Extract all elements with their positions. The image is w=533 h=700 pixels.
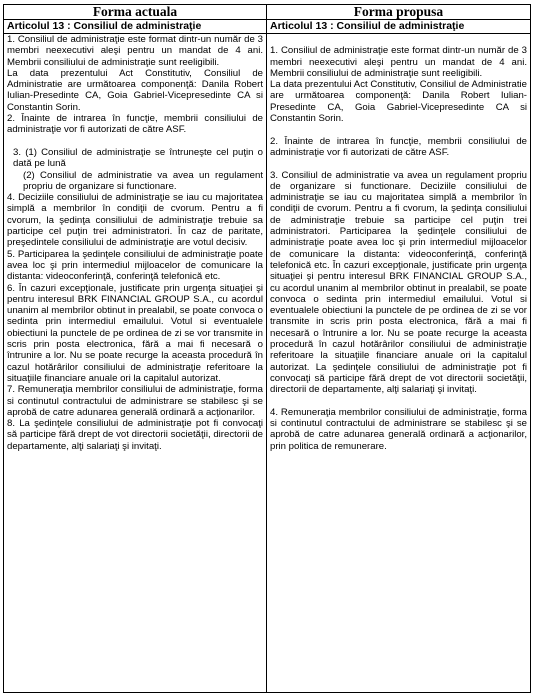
left-paragraph-1-composition: La data prezentului Act Constitutiv, Consiliul de Administratie are următoarea componenţă: Danila Robert Iulian-Presedinte CA, Goia Gabriel-Vicepresedinte CA si Constantin Sorin. <box>7 67 263 113</box>
left-paragraph-2: 2. Înainte de intrarea în funcţie, membrii consiliului de administraţie vor fi autorizati de către ASF. <box>7 113 263 136</box>
right-paragraph-1: 1. Consiliul de administraţie este format dintr-un număr de 3 membri neexecutivi aleşi pentru un mandat de 4 ani. Membrii consiliului de administraţie sunt reeligibili. <box>270 45 527 79</box>
comparison-table <box>3 4 531 693</box>
left-column-header: Forma actuala <box>4 5 267 20</box>
right-paragraph-1-composition: La data prezentului Act Constitutiv, Consiliul de Administratie are următoarea componenţă: Danila Robert Iulian-Presedinte CA, Goia Gabriel-Vicepresedinte CA si Constantin Sorin. <box>270 79 527 125</box>
right-paragraph-3: 3. Consiliul de administratie va avea un regulament propriu de organizare si functionare. Deciziile consiliului de administraţie se iau cu majoritatea simplă a membrilor în condiţii de cvorum. Pentru a fi cvorum, la şedinţa consiliului de administraţie trebuie sa participe cel puţin trei administratori. Participarea la şedinţele consiliului de administraţie poate avea loc şi prin intermediul mijloacelor de comunicare la distanta: videoconferinţă, conferinţă telefonică etc. În cazuri excepţionale, justificate prin urgenţa situaţiei şi pentru interesul BRK FINANCIAL GROUP S.A., cu acordul unanim al membrilor obtinut in prealabil, se poate convoca o sedinta prin intermediul emailului. Votul si eventualele obiectiuni la punctele de pe ordinea de zi se vor transmite in scris prin posta electronica, fără a mai fi necesară o întrunire a lor. Nu se poate recurge la aceasta procedură în cazul hotărârilor consiliului de administraţie referitoare la situaţiile financiare anuale ori la capitalul autorizat. La şedinţele consiliului de administraţie pot fi convocaţi să participe fără drept de vot directorii societăţii, directorii de departamente, alţi salariaţi şi invitaţi. <box>270 169 527 396</box>
left-paragraph-7: 7. Remuneraţia membrilor consiliului de administraţie, forma si continutul contractului de administrare se stabilesc şi se aprobă de catre adunarea generală ordinară a acţionarilor. <box>7 384 263 418</box>
left-paragraph-5: 5. Participarea la şedinţele consiliului de administraţie poate avea loc şi prin intermediul mijloacelor de comunicare la distanta: videoconferinţă, conferinţă telefonică etc. <box>7 248 263 283</box>
article-title-row <box>4 20 531 34</box>
left-paragraph-6: 6. În cazuri excepţionale, justificate prin urgenţa situaţiei şi pentru interesul BRK FINANCIAL GROUP S.A., cu acordul unanim al membrilor obtinut in prealabil, se poate convoca o sedinta prin intermediul emailului. Votul si eventualele obiectiuni la punctele de pe ordinea de zi se vor transmite in scris prin posta electronica, fără a mai fi necesară o întrunire a lor. Nu se poate recurge la aceasta procedură în cazul hotărârilor consiliului de administraţie referitoare la situaţiile financiare anuale ori la capitalul autorizat. <box>7 282 263 384</box>
left-paragraph-4: 4. Deciziile consiliului de administraţie se iau cu majoritatea simplă a membrilor în condiţii de cvorum. Pentru a fi cvorum, la şedinţa consiliului de administraţie trebuie sa participe cel puţin trei administratori. În caz de paritate, preşedintele consiliului de administraţie are votul decisiv. <box>7 192 263 249</box>
right-paragraph-2: 2. Înainte de intrarea în funcţie, membrii consiliului de administraţie vor fi autorizati de către ASF. <box>270 135 527 158</box>
right-article-title: Articolul 13 : Consiliul de administraţie <box>267 20 531 34</box>
right-article-body <box>267 34 531 693</box>
header-row <box>4 5 531 20</box>
right-column-header: Forma propusa <box>267 5 531 20</box>
left-paragraph-3-1: 3. (1) Consiliul de administraţie se întruneşte cel puţin o dată pe lună <box>13 146 263 170</box>
left-paragraph-3-2: (2) Consiliul de administratie va avea un regulament propriu de organizare si functionare. <box>23 169 263 192</box>
left-article-title: Articolul 13 : Consiliul de administraţie <box>4 20 267 34</box>
right-paragraph-4: 4. Remuneraţia membrilor consiliului de administraţie, forma si continutul contractului de administrare se stabilesc şi se aprobă de catre adunarea generală ordinară a acţionarilor, prin politica de remunerare. <box>270 406 527 452</box>
body-row <box>4 34 531 693</box>
left-paragraph-8: 8. La şedinţele consiliului de administraţie pot fi convocaţi să participe fără drept de vot directorii societăţii, directorii de departamente, alţi salariaţi şi invitaţi. <box>7 418 263 452</box>
left-article-body <box>4 34 267 693</box>
left-paragraph-1: 1. Consiliul de administraţie este format dintr-un număr de 3 membri neexecutivi aleşi pentru un mandat de 4 ani. Membrii consiliului de administraţie sunt reeligibili. <box>7 34 263 68</box>
